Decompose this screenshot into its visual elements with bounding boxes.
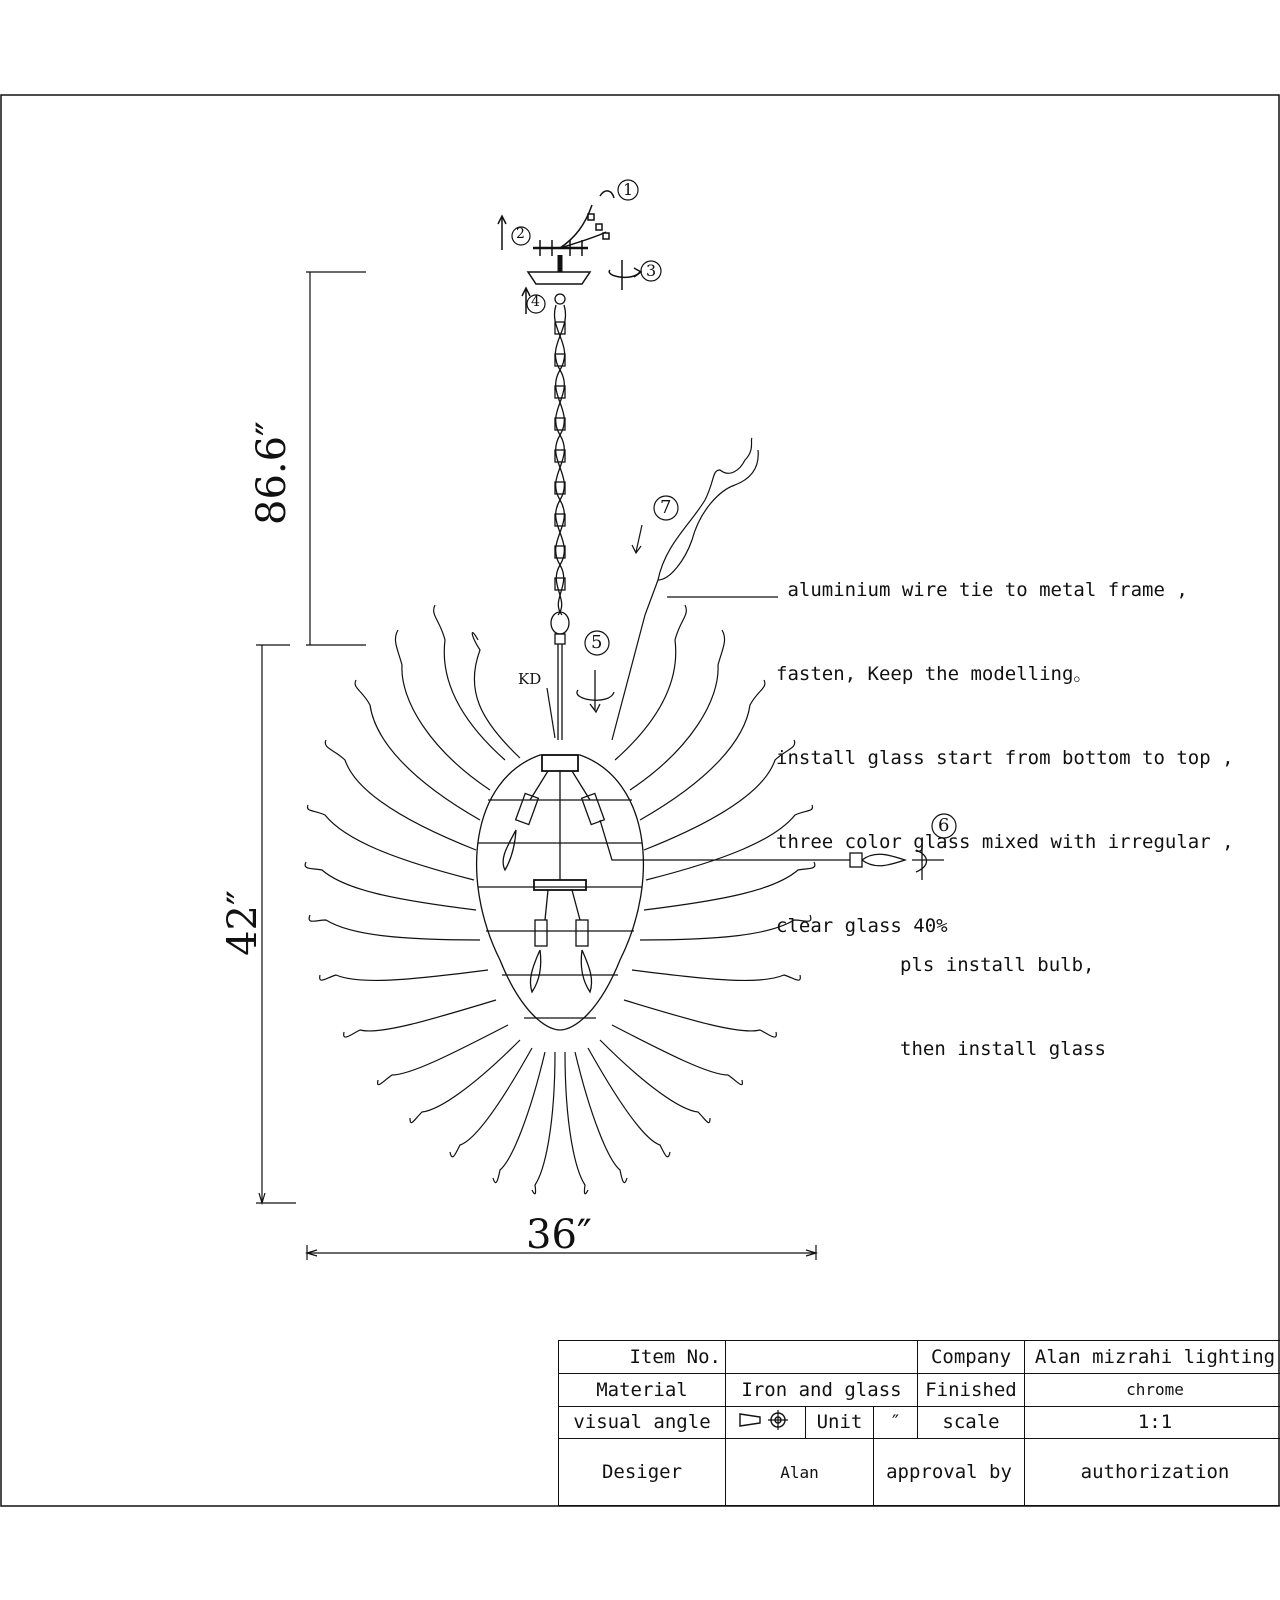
finished-label: Finished	[918, 1373, 1025, 1406]
scale-label: scale	[918, 1406, 1025, 1439]
ceiling-canopy	[498, 191, 641, 314]
callout-7: 7	[660, 497, 672, 518]
item-no-label: Item No.	[559, 1341, 726, 1374]
chain	[551, 294, 569, 740]
company-value: Alan mizrahi lighting	[1025, 1341, 1280, 1374]
callout-2: 2	[516, 226, 525, 242]
dimension-body-height: 42″	[219, 890, 266, 956]
glass-note-line: clear glass 40%	[776, 915, 948, 937]
callout-3: 3	[646, 261, 657, 280]
authorization-label: authorization	[1025, 1439, 1280, 1506]
bulb-note-line: then install glass	[900, 1038, 1106, 1060]
company-label: Company	[918, 1341, 1025, 1374]
rotate-symbol-5	[577, 670, 614, 712]
unit-value: ″	[874, 1406, 918, 1439]
callout-4: 4	[531, 294, 540, 310]
dimension-lines	[256, 272, 816, 1260]
designer-label: Desiger	[559, 1439, 726, 1506]
item-no-value	[726, 1341, 918, 1374]
material-value: Iron and glass	[726, 1373, 918, 1406]
bulb-install-note	[900, 895, 1106, 1091]
bulb-note-line: pls install bulb,	[900, 954, 1095, 976]
glass-note-line: install glass start from bottom to top ,	[776, 747, 1234, 769]
dimension-chain-length: 86.6″	[249, 420, 296, 526]
material-label: Material	[559, 1373, 726, 1406]
projection-symbol-icon	[726, 1406, 806, 1439]
glass-note-line: three color glass mixed with irregular ,	[776, 831, 1234, 853]
glass-note-line: aluminium wire tie to metal frame ,	[776, 579, 1188, 601]
title-block	[558, 1340, 1280, 1506]
visual-angle-label: visual angle	[559, 1406, 726, 1439]
callout-6: 6	[938, 815, 950, 836]
glass-note-line: fasten, Keep the modelling。	[776, 663, 1093, 685]
callout-kd: KD	[518, 670, 542, 688]
unit-label: Unit	[806, 1406, 874, 1439]
finished-value: chrome	[1025, 1373, 1280, 1406]
dimension-body-width: 36″	[526, 1212, 592, 1258]
callout-1: 1	[623, 180, 634, 199]
scale-value: 1:1	[1025, 1406, 1280, 1439]
approval-label: approval by	[874, 1439, 1025, 1506]
designer-value: Alan	[726, 1439, 874, 1506]
callout-5: 5	[591, 632, 603, 653]
